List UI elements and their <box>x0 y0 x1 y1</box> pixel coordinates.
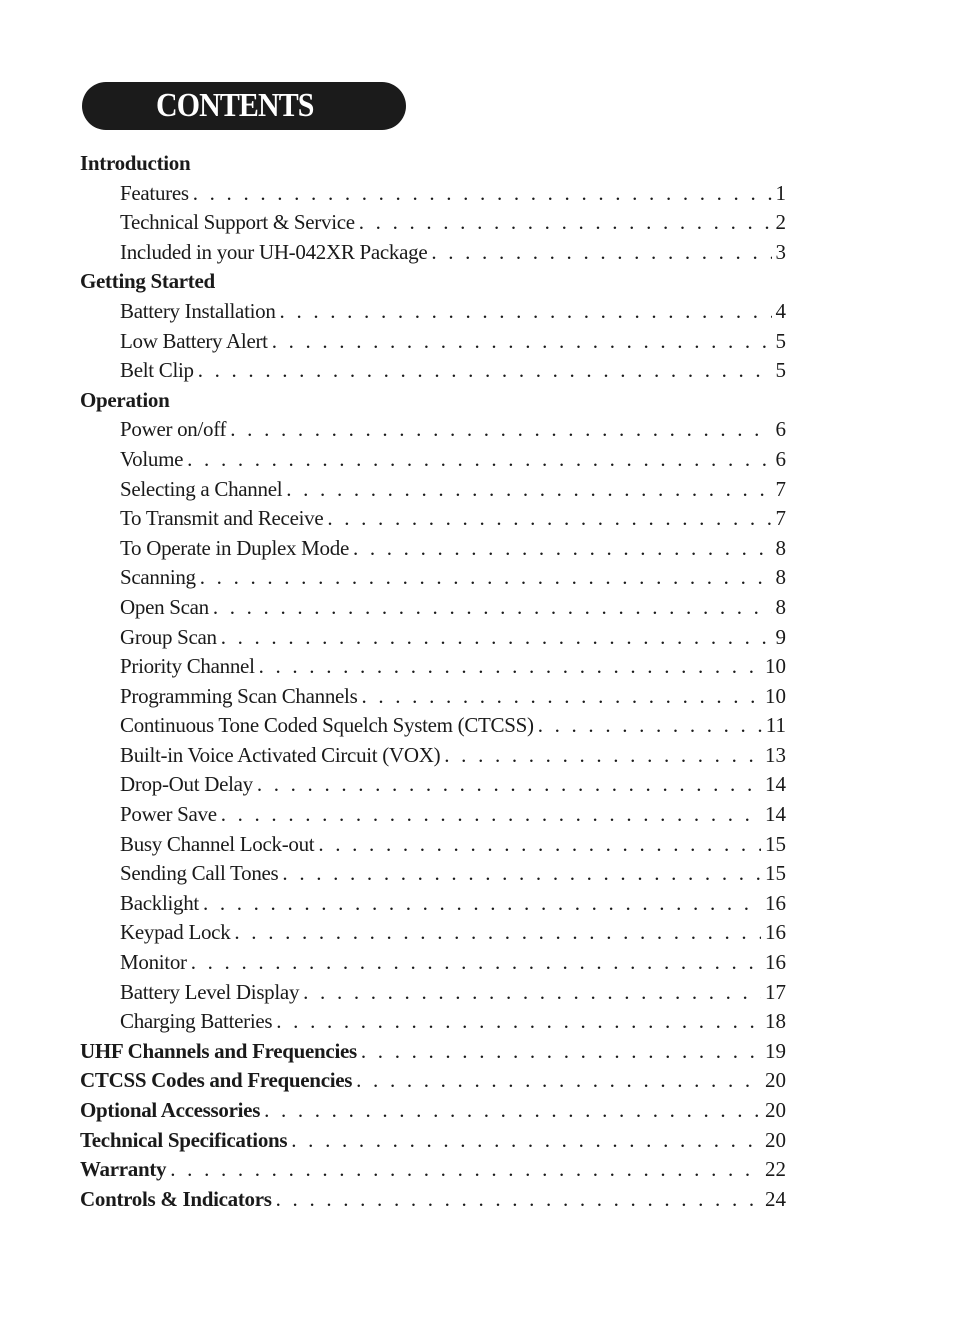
toc-item-label: Monitor <box>120 950 187 975</box>
toc-page-number: 19 <box>765 1038 786 1063</box>
toc-page-number: 6 <box>775 446 786 471</box>
dot-leader <box>221 800 761 830</box>
dot-leader <box>282 859 761 889</box>
toc-item-label: Selecting a Channel <box>120 476 283 501</box>
toc-item[interactable] <box>80 859 786 889</box>
toc-item[interactable] <box>80 948 786 978</box>
toc-item[interactable] <box>80 918 786 948</box>
toc-page-number: 14 <box>765 772 786 797</box>
toc-item[interactable] <box>80 682 786 712</box>
dot-leader <box>361 1037 761 1067</box>
dot-leader <box>272 327 772 357</box>
dot-leader <box>303 978 761 1008</box>
toc-item[interactable] <box>80 445 786 475</box>
toc-page-number: 20 <box>765 1127 786 1152</box>
dot-leader <box>259 652 761 682</box>
toc-item[interactable] <box>80 1007 786 1037</box>
toc-section-uhf-channels[interactable] <box>80 1037 786 1067</box>
page-title: CONTENTS <box>156 87 314 124</box>
table-of-contents <box>80 149 786 1214</box>
toc-item-label: Included in your UH-042XR Package <box>120 239 428 264</box>
dot-leader <box>356 1066 761 1096</box>
dot-leader <box>286 475 771 505</box>
toc-item-label: Backlight <box>120 890 199 915</box>
toc-page-number: 11 <box>765 713 786 738</box>
toc-item[interactable] <box>80 889 786 919</box>
toc-section-label: Operation <box>80 387 170 412</box>
contents-banner <box>82 82 406 130</box>
toc-item[interactable] <box>80 830 786 860</box>
toc-page-number: 7 <box>775 476 786 501</box>
toc-item[interactable] <box>80 652 786 682</box>
toc-section-optional-accessories[interactable] <box>80 1096 786 1126</box>
dot-leader <box>291 1126 761 1156</box>
toc-item[interactable] <box>80 238 786 268</box>
toc-item-label: Battery Level Display <box>120 979 300 1004</box>
toc-item-label: Charging Batteries <box>120 1009 273 1034</box>
dot-leader <box>191 948 761 978</box>
toc-item-label: Busy Channel Lock-out <box>120 831 315 856</box>
toc-page-number: 6 <box>775 417 786 442</box>
toc-page-number: 3 <box>775 239 786 264</box>
toc-item[interactable] <box>80 770 786 800</box>
dot-leader <box>213 593 772 623</box>
toc-page-number: 15 <box>765 861 786 886</box>
toc-section-label: Warranty <box>80 1157 167 1182</box>
toc-item[interactable] <box>80 593 786 623</box>
toc-item-label: Priority Channel <box>120 654 255 679</box>
toc-item-label: Scanning <box>120 565 196 590</box>
dot-leader <box>221 623 772 653</box>
toc-page-number: 15 <box>765 831 786 856</box>
toc-item[interactable] <box>80 978 786 1008</box>
toc-page-number: 4 <box>775 298 786 323</box>
toc-item[interactable] <box>80 711 786 741</box>
dot-leader <box>318 830 761 860</box>
toc-section-label: Controls & Indicators <box>80 1186 272 1211</box>
toc-page-number: 1 <box>775 180 786 205</box>
toc-item-label: Battery Installation <box>120 298 276 323</box>
toc-item[interactable] <box>80 415 786 445</box>
toc-section-operation[interactable] <box>80 386 786 416</box>
dot-leader <box>431 238 771 268</box>
toc-item[interactable] <box>80 356 786 386</box>
dot-leader <box>200 563 772 593</box>
toc-page-number: 16 <box>765 950 786 975</box>
dot-leader <box>187 445 771 475</box>
toc-item-label: To Transmit and Receive <box>120 506 324 531</box>
toc-page-number: 17 <box>765 979 786 1004</box>
toc-item-label: Continuous Tone Coded Squelch System (CTCSS) <box>120 713 534 738</box>
toc-page-number: 24 <box>765 1186 786 1211</box>
toc-item-label: Power Save <box>120 802 217 827</box>
dot-leader <box>538 711 762 741</box>
toc-page-number: 10 <box>765 654 786 679</box>
dot-leader <box>170 1155 761 1185</box>
dot-leader <box>276 1007 761 1037</box>
toc-page-number: 8 <box>775 565 786 590</box>
toc-section-label: Getting Started <box>80 269 215 294</box>
toc-section-ctcss-codes[interactable] <box>80 1066 786 1096</box>
dot-leader <box>444 741 761 771</box>
toc-section-label: Optional Accessories <box>80 1098 261 1122</box>
toc-item[interactable] <box>80 475 786 505</box>
toc-item-label: Technical Support & Service <box>120 210 355 235</box>
toc-page-number: 18 <box>765 1009 786 1034</box>
toc-page-number: 5 <box>775 328 786 353</box>
toc-page-number: 13 <box>765 742 786 767</box>
toc-item-label: Keypad Lock <box>120 920 231 945</box>
toc-section-label: UHF Channels and Frequencies <box>80 1038 357 1063</box>
toc-item-label: Features <box>120 180 189 205</box>
toc-item-label: To Operate in Duplex Mode <box>120 535 349 560</box>
toc-item-label: Open Scan <box>120 594 209 619</box>
dot-leader <box>230 415 771 445</box>
toc-item[interactable] <box>80 800 786 830</box>
toc-item[interactable] <box>80 504 786 534</box>
toc-section-controls-indicators[interactable] <box>80 1185 786 1215</box>
toc-page-number: 9 <box>775 624 786 649</box>
dot-leader <box>257 770 761 800</box>
toc-item-label: Sending Call Tones <box>120 861 279 886</box>
toc-item[interactable] <box>80 179 786 209</box>
toc-section-label: Introduction <box>80 151 191 175</box>
toc-item[interactable] <box>80 208 786 238</box>
toc-page-number: 10 <box>765 683 786 708</box>
dot-leader <box>359 208 772 238</box>
toc-page-number: 8 <box>775 594 786 619</box>
dot-leader <box>353 534 772 564</box>
dot-leader <box>327 504 771 534</box>
toc-item[interactable] <box>80 327 786 357</box>
toc-section-introduction[interactable] <box>80 149 786 179</box>
toc-item-label: Drop-Out Delay <box>120 772 253 797</box>
toc-page-number: 22 <box>765 1157 786 1182</box>
dot-leader <box>193 179 772 209</box>
toc-item-label: Low Battery Alert <box>120 328 268 353</box>
dot-leader <box>203 889 761 919</box>
dot-leader <box>198 356 772 386</box>
toc-page-number: 20 <box>765 1098 786 1122</box>
toc-page-number: 20 <box>765 1068 786 1093</box>
toc-section-getting-started[interactable] <box>80 267 786 297</box>
toc-section-warranty[interactable] <box>80 1155 786 1185</box>
toc-item[interactable] <box>80 534 786 564</box>
dot-leader <box>276 1185 761 1215</box>
toc-page-number: 7 <box>775 506 786 531</box>
toc-item-label: Power on/off <box>120 417 227 442</box>
dot-leader <box>234 918 761 948</box>
toc-item-label: Belt Clip <box>120 358 194 383</box>
toc-item-label: Group Scan <box>120 624 217 649</box>
toc-item[interactable] <box>80 563 786 593</box>
dot-leader <box>361 682 761 712</box>
toc-item-label: Volume <box>120 446 184 471</box>
toc-page-number: 14 <box>765 802 786 827</box>
toc-item[interactable] <box>80 623 786 653</box>
toc-page-number: 2 <box>775 210 786 235</box>
toc-section-label: Technical Specifications <box>80 1127 288 1152</box>
toc-item[interactable] <box>80 297 786 327</box>
dot-leader <box>264 1096 761 1126</box>
toc-section-label: CTCSS Codes and Frequencies <box>80 1068 353 1093</box>
dot-leader <box>280 297 772 327</box>
toc-page-number: 16 <box>765 890 786 915</box>
toc-item[interactable] <box>80 741 786 771</box>
toc-page-number: 8 <box>775 535 786 560</box>
toc-page-number: 5 <box>775 358 786 383</box>
toc-page-number: 16 <box>765 920 786 945</box>
toc-section-technical-specifications[interactable] <box>80 1126 786 1156</box>
toc-item-label: Built-in Voice Activated Circuit (VOX) <box>120 742 441 767</box>
toc-item-label: Programming Scan Channels <box>120 683 358 708</box>
